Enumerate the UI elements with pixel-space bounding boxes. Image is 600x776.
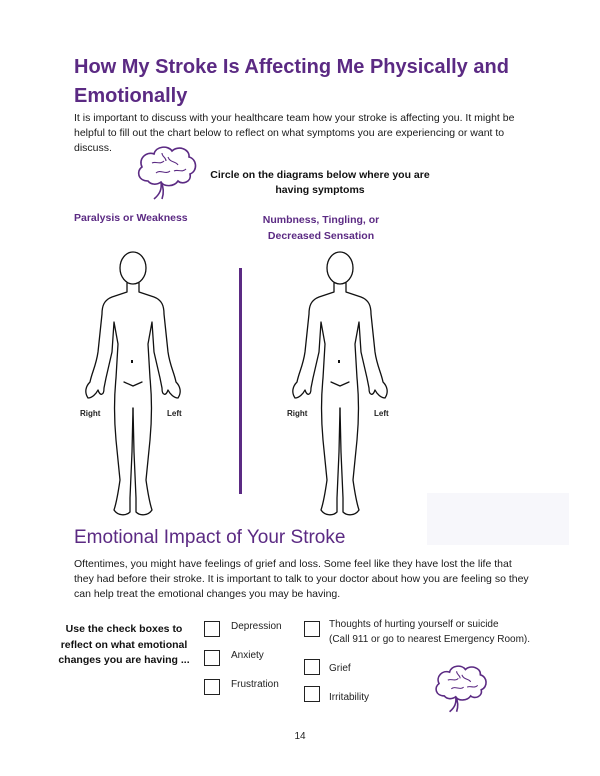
checkbox-prompt: Use the check boxes to reflect on what emotional changes you are having ... — [58, 623, 190, 666]
anxiety-label: Anxiety — [231, 650, 264, 661]
anxiety-checkbox[interactable] — [204, 650, 220, 666]
numbness-label: Numbness, Tingling, or Decreased Sensation — [262, 214, 380, 242]
grief-checkbox[interactable] — [304, 659, 320, 675]
emotional-body-text: Oftentimes, you might have feelings of grief and loss. Some feel like they have lost the life that they had before their stroke. It is important to talk to your doctor about how you are feeling so they can help treat the emotional changes you may be having. — [74, 558, 529, 600]
paralysis-label: Paralysis or Weakness — [74, 212, 188, 224]
intro-text: It is important to discuss with your healthcare team how your stroke is affecting you. It might be helpful to fill out the chart below to reflect on what symptoms you are experiencing or want to discuss. — [74, 112, 515, 154]
blank-area — [427, 493, 569, 545]
right-side-label: Right — [80, 409, 101, 418]
instruction-text: Circle on the diagrams below where you are having symptoms — [210, 169, 430, 196]
brain-icon — [134, 141, 200, 203]
body-diagram-numbness[interactable] — [285, 248, 395, 524]
emergency-note: (Call 911 or go to nearest Emergency Room). — [329, 634, 531, 645]
page-number: 14 — [294, 731, 306, 742]
depression-checkbox[interactable] — [204, 621, 220, 637]
irritability-label: Irritability — [329, 692, 370, 703]
section-heading: Emotional Impact of Your Stroke — [74, 527, 346, 548]
frustration-checkbox[interactable] — [204, 679, 220, 695]
left-side-label: Left — [167, 409, 182, 418]
page-title: How My Stroke Is Affecting Me Physically and Emotionally — [74, 56, 509, 107]
depression-label: Depression — [231, 621, 282, 632]
body-diagram-paralysis[interactable] — [78, 248, 188, 524]
brain-icon — [432, 660, 490, 716]
diagram-divider — [239, 268, 242, 494]
right-side-label: Right — [287, 409, 308, 418]
grief-label: Grief — [329, 663, 351, 674]
frustration-label: Frustration — [231, 679, 279, 690]
self-harm-thoughts-checkbox[interactable] — [304, 621, 320, 637]
left-side-label: Left — [374, 409, 389, 418]
irritability-checkbox[interactable] — [304, 686, 320, 702]
self-harm-thoughts-label: Thoughts of hurting yourself or suicide — [329, 619, 499, 630]
